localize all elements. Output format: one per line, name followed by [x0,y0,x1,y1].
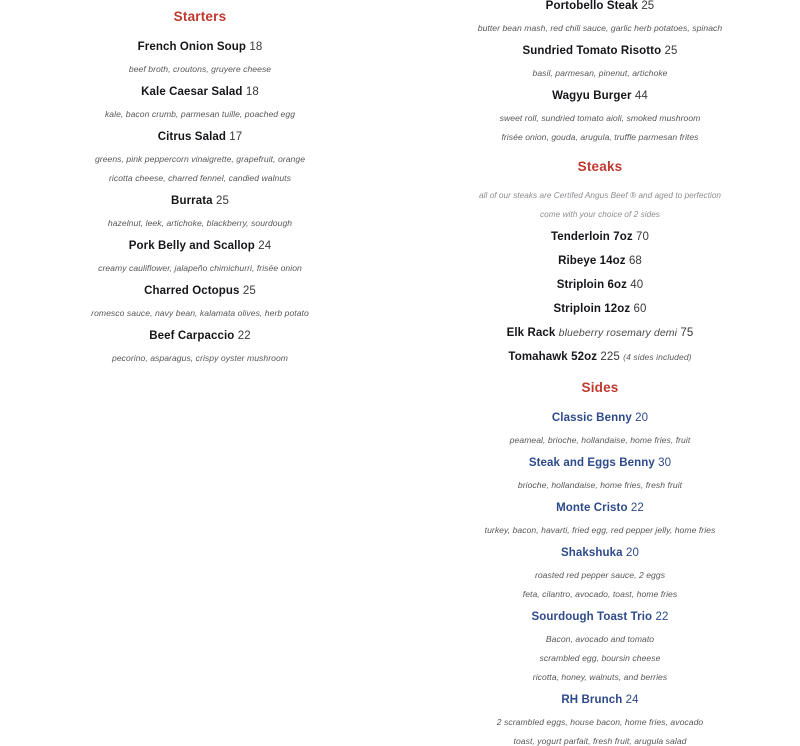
item-price: 40 [630,279,644,291]
item-price: 24 [625,694,639,706]
item-description: basil, parmesan, pinenut, artichoke [532,68,668,78]
item-label: French Onion Soup [137,41,247,53]
item-price: 17 [229,131,243,143]
item-description: creamy cauliflower, jalapeño chimichurri, frisée onion [98,263,302,273]
item-description: greens, pink peppercorn vinaigrette, grapefruit, orange [94,154,306,164]
item-price: 18 [245,86,259,98]
item-description: toast, yogurt parfait, fresh fruit, arugula salad [513,736,687,746]
menu-item-kale-caesar-salad [18,86,382,98]
section-header-starters: Starters [173,9,227,24]
item-description: frisée onion, gouda, arugula, truffle parmesan frites [501,132,699,142]
item-description: romesco sauce, navy bean, kalamata olives, herb potato [91,308,309,318]
section-header-steaks: Steaks [577,159,623,174]
item-description: ricotta, honey, walnuts, and berries [532,672,668,682]
item-label: Citrus Salad [157,131,226,143]
item-price: 18 [249,41,263,53]
menu-item-charred-octopus [18,285,382,297]
item-label: Tomahawk 52oz [508,351,598,363]
menu-item-classic-benny [418,412,782,424]
item-price: 25 [664,45,678,57]
item-note: (4 sides included) [623,352,692,362]
menu-column-left [0,0,400,600]
item-price: 20 [625,547,639,559]
item-description: pecorino, asparagus, crispy oyster mushroom [111,353,288,363]
item-price: 68 [628,255,642,267]
item-label: Monte Cristo [556,502,628,514]
item-description: peameal, brioche, hollandaise, home fries, fruit [509,435,691,445]
item-description: hazelnut, leek, artichoke, blackberry, sourdough [107,218,293,228]
item-description: feta, cilantro, avocado, toast, home fries [522,589,678,599]
item-label: Kale Caesar Salad [141,86,243,98]
menu-item-rh-brunch [418,694,782,706]
item-description: brioche, hollandaise, home fries, fresh fruit [517,480,683,490]
item-label: Tenderloin 7oz [551,231,633,243]
item-description: sweet roll, sundried tomato aioli, smoked mushroom [499,113,701,123]
steaks-intro-line: all of our steaks are Certifed Angus Beef ® and aged to perfection [478,191,722,200]
menu-item-sundried-tomato-risotto [418,45,782,57]
item-description: turkey, bacon, havarti, fried egg, red pepper jelly, home fries [484,525,716,535]
menu-item-pork-belly-and-scallop [18,240,382,252]
steaks-intro-line: come with your choice of 2 sides [540,210,660,219]
menu-item-steak-and-eggs-benny [418,457,782,469]
menu-item-portobello-steak [418,0,782,12]
item-label: Ribeye 14oz [558,255,626,267]
menu-item-beef-carpaccio [18,330,382,342]
item-label: Shakshuka [561,547,623,559]
menu-item-citrus-salad [18,131,382,143]
menu-item-shakshuka [418,547,782,559]
menu-item-french-onion-soup [18,41,382,53]
menu-item-elk-rack [418,327,782,339]
item-label: Charred Octopus [144,285,240,297]
menu-item-monte-cristo [418,502,782,514]
item-description: ricotta cheese, charred fennel, candied walnuts [109,173,291,183]
section-header-sides: Sides [581,380,619,395]
item-label: Pork Belly and Scallop [128,240,255,252]
item-label: Sundried Tomato Risotto [522,45,662,57]
item-label: Striploin 12oz [553,303,631,315]
item-label: Steak and Eggs Benny [528,457,655,469]
item-label: Classic Benny [551,412,632,424]
menu-item-ribeye-14oz [418,255,782,267]
item-label: Wagyu Burger [552,90,632,102]
item-description: butter bean mash, red chili sauce, garlic herb potatoes, spinach [477,23,723,33]
menu-item-wagyu-burger [418,90,782,102]
item-price: 25 [242,285,256,297]
item-price: 225 [600,351,620,363]
item-label: RH Brunch [561,694,623,706]
item-description: beef broth, croutons, gruyere cheese [128,64,272,74]
menu-column-right [400,0,800,746]
item-label: Elk Rack [506,327,556,339]
item-inline-description: blueberry rosemary demi [558,327,678,339]
item-price: 25 [641,0,655,12]
item-price: 24 [258,240,272,252]
menu-item-sourdough-toast-trio [418,611,782,623]
item-description: Bacon, avocado and tomato [545,634,655,644]
item-description: kale, bacon crumb, parmesan tuille, poached egg [104,109,296,119]
item-price: 20 [635,412,649,424]
item-price: 25 [215,195,229,207]
item-label: Beef Carpaccio [149,330,235,342]
item-label: Sourdough Toast Trio [531,611,653,623]
menu-item-striploin-12oz [418,303,782,315]
item-price: 44 [634,90,648,102]
item-label: Burrata [171,195,213,207]
item-price: 60 [633,303,647,315]
menu-item-tomahawk-52oz [418,351,782,363]
item-description: roasted red pepper sauce, 2 eggs [534,570,666,580]
item-label: Portobello Steak [545,0,639,12]
item-description: scrambled egg, boursin cheese [539,653,661,663]
item-price: 70 [636,231,649,243]
item-price: 22 [630,502,644,514]
item-price: 22 [237,330,251,342]
item-price: 30 [658,457,672,469]
item-description: 2 scrambled eggs, house bacon, home fries, avocado [496,717,704,727]
item-price: 22 [655,611,669,623]
item-label: Striploin 6oz [556,279,627,291]
menu-item-burrata [18,195,382,207]
menu-item-striploin-6oz [418,279,782,291]
item-price: 75 [680,327,694,339]
menu-item-tenderloin-7oz [418,231,782,243]
